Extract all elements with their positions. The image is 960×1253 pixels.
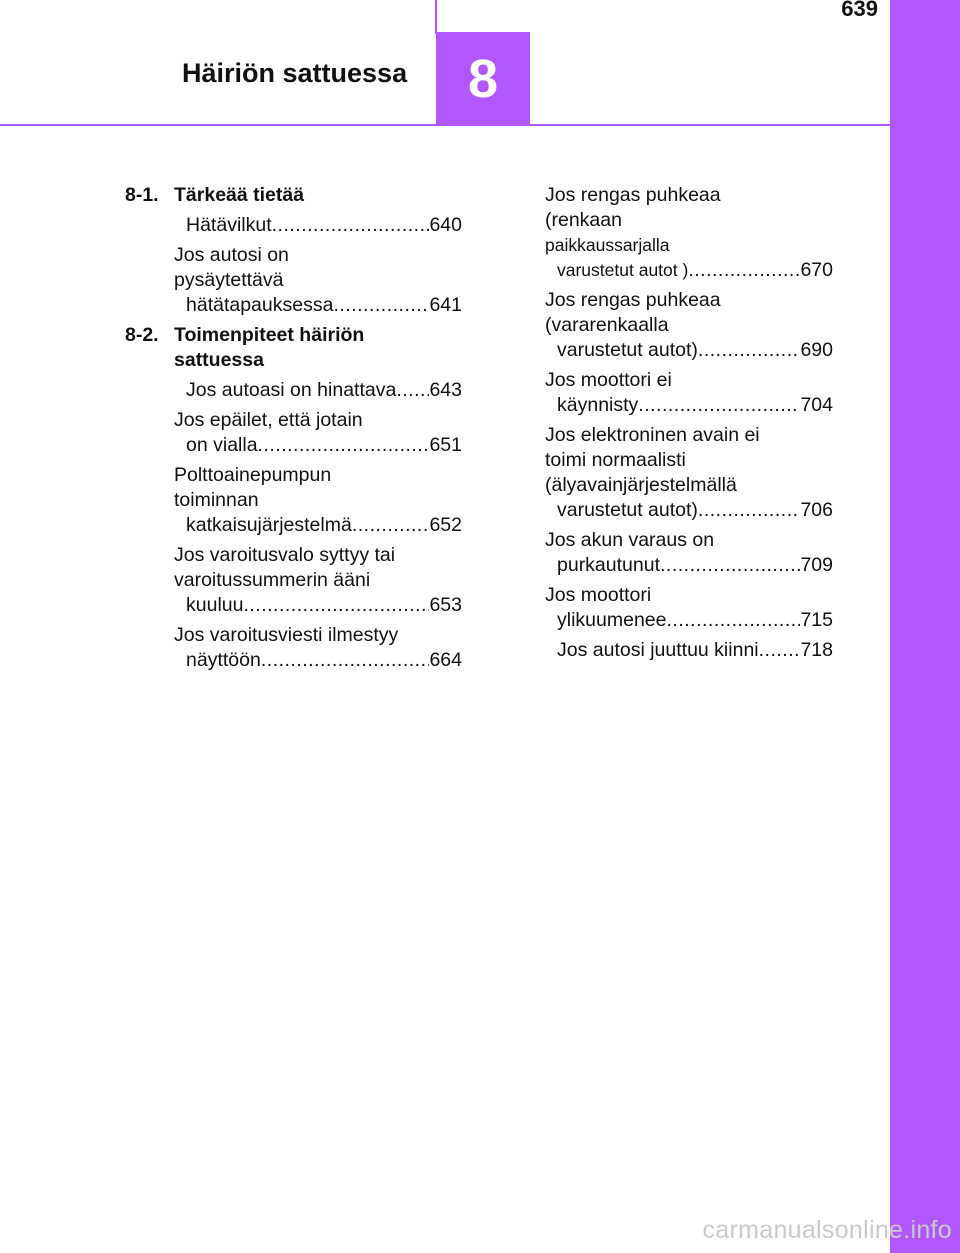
toc-section-8-1[interactable] [125,183,462,208]
toc-entry-varoitusviesti[interactable] [174,623,462,673]
entry-text: (renkaan [545,209,622,231]
toc-left-column [125,183,462,678]
entry-text: on vialla [186,434,258,456]
entry-page: 709 [800,554,833,576]
entry-text: Jos varoitusviesti ilmestyy [174,624,399,646]
entry-text: Jos akun varaus on [545,529,715,551]
entry-page: 690 [800,339,833,361]
entry-page: 640 [429,214,462,236]
toc-entry-ylikuumenee[interactable] [545,583,833,633]
entry-text: Jos moottori [545,584,652,606]
toc-entry-hinattava[interactable] [174,378,462,403]
toc-entry-akun-varaus[interactable] [545,528,833,578]
section-title: sattuessa [174,349,264,371]
entry-text: hätätapauksessa [186,294,334,316]
toc-entry-hatavilkut[interactable] [174,213,462,238]
entry-text: varustetut autot) [557,499,698,521]
entry-text: Jos elektroninen avain ei [545,424,760,446]
entry-text: Jos moottori ei [545,369,672,391]
entry-text: Polttoainepumpun [174,464,332,486]
entry-page: 718 [800,639,833,661]
toc-entry-polttoainepumppu[interactable] [174,463,462,538]
chapter-color-bar [890,0,960,1253]
entry-text: (vararenkaalla [545,314,669,336]
entry-text: Hätävilkut [186,214,272,236]
section-number: 8-2. [125,324,159,346]
toc-entry-varoitusvalo[interactable] [174,543,462,618]
toc-entry-juuttuu-kiinni[interactable] [545,638,833,663]
section-title: Toimenpiteet häiriön [174,324,365,346]
entry-page: 715 [800,609,833,631]
chapter-number-badge: 8 [436,32,530,125]
entry-text: Jos autosi on [174,244,289,266]
toc-entry-moottori-ei-kaynnisty[interactable] [545,368,833,418]
chapter-title: Häiriön sattuessa [182,58,408,88]
entry-page: 706 [800,499,833,521]
entry-text: Jos autosi juuttuu kiinni [557,639,759,661]
entry-page: 653 [429,594,462,616]
entry-page: 641 [429,294,462,316]
entry-text: kuuluu [186,594,244,616]
toc-entry-rengas-vararengas[interactable] [545,288,833,363]
toc-entry-elektroninen-avain[interactable] [545,423,833,523]
entry-text: pysäytettävä [174,269,284,291]
entry-text: toiminnan [174,489,259,511]
toc-entry-pysaytettava[interactable] [174,243,462,318]
entry-text: Jos varoitusvalo syttyy tai [174,544,396,566]
entry-page: 670 [800,259,833,281]
entry-text: varustetut autot ) [557,260,689,280]
header-divider [435,0,437,34]
section-title: Tärkeää tietää [174,184,305,206]
entry-text: katkaisujärjestelmä [186,514,352,536]
entry-page: 704 [800,394,833,416]
entry-text: käynnisty [557,394,639,416]
entry-text: Jos epäilet, että jotain [174,409,363,431]
entry-page: 664 [429,649,462,671]
entry-page: 651 [429,434,462,456]
entry-text: Jos rengas puhkeaa [545,184,721,206]
entry-page: 643 [429,379,462,401]
entry-text: paikkaussarjalla [545,235,670,255]
entry-text: Jos rengas puhkeaa [545,289,721,311]
toc-entry-rengas-paikkaussarja[interactable] [545,183,833,283]
entry-text: ylikuumenee [557,609,667,631]
entry-text: näyttöön [186,649,261,671]
entry-text: varustetut autot) [557,339,698,361]
toc-section-8-2[interactable] [125,323,462,373]
page-number: 639 [841,0,878,21]
entry-page: 652 [429,514,462,536]
entry-text: Jos autoasi on hinattava [186,379,397,401]
entry-text: varoitussummerin ääni [174,569,371,591]
toc-right-column [545,183,833,668]
watermark: carmanualsonline.info [702,1216,952,1244]
entry-text: purkautunut [557,554,660,576]
entry-text: (älyavainjärjestelmällä [545,474,737,496]
entry-text: toimi normaalisti [545,449,686,471]
toc-entry-vialla[interactable] [174,408,462,458]
section-number: 8-1. [125,184,159,206]
